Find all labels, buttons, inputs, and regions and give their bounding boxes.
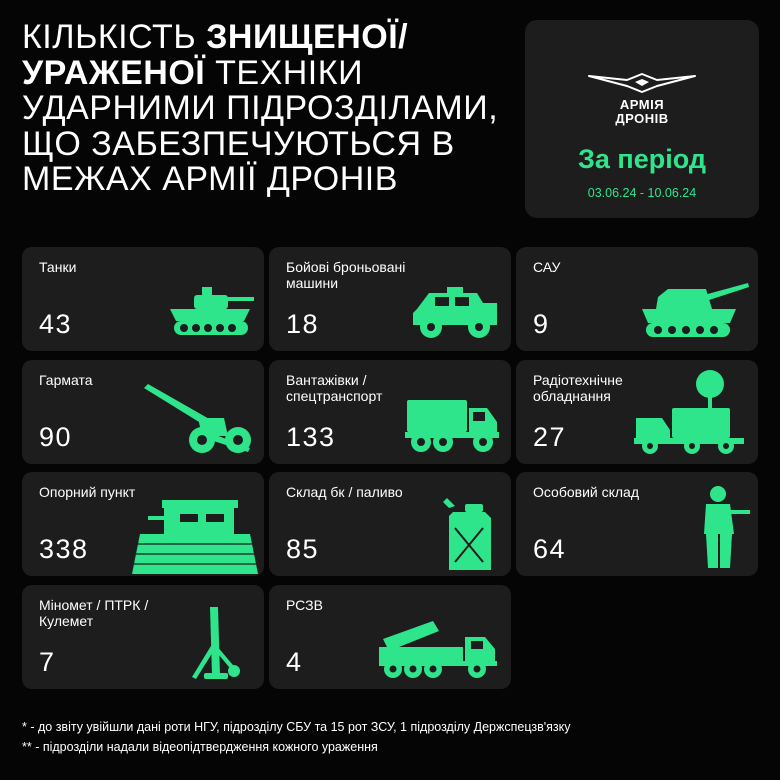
artillery-gun-icon <box>138 380 258 458</box>
stat-label: Гармата <box>39 372 93 388</box>
tank-icon <box>162 273 257 343</box>
stat-value: 338 <box>39 534 89 564</box>
stat-value: 64 <box>533 534 567 564</box>
stat-card-radio-equipment <box>516 360 758 464</box>
stat-value: 7 <box>39 647 56 677</box>
stat-label: РСЗВ <box>286 597 323 613</box>
brand-line: АРМІЯ <box>619 97 665 112</box>
page-title <box>22 20 512 198</box>
stat-label: Радіотехнічне обладнання <box>533 372 623 404</box>
title-part: ТЕХНІКИ УДАРНИМИ ПІДРОЗДІЛАМИ, ЩО ЗАБЕЗПЕЧУЮТЬСЯ В МЕЖАХ АРМІЇ ДРОНІВ <box>22 53 499 198</box>
title-part-bold: УРАЖЕНОЇ <box>22 53 206 92</box>
stat-label: Склад бк / паливо <box>286 484 403 500</box>
stat-label: Міномет / ПТРК /Кулемет <box>39 597 149 629</box>
stat-card-ammo-fuel-depots <box>269 472 511 576</box>
stat-label: САУ <box>533 259 561 275</box>
stat-card-mortars <box>22 585 264 689</box>
radar-icon <box>632 368 752 458</box>
footnote: ** - підрозділи надали відеопідтвердження кожного ураження <box>22 740 378 754</box>
bunker-icon <box>130 496 260 574</box>
stat-value: 4 <box>286 647 303 677</box>
footnote: * - до звіту увійшли дані роти НГУ, підрозділу СБУ та 15 рот ЗСУ, 1 підрозділу Держспецзв'язку <box>22 720 571 734</box>
stat-card-mlrs <box>269 585 511 689</box>
period-panel <box>525 20 759 218</box>
stat-label: Бойові броньовані машини <box>286 259 406 291</box>
stat-card-trucks <box>269 360 511 464</box>
stat-card-self-propelled-guns <box>516 247 758 351</box>
self-propelled-gun-icon <box>634 273 752 345</box>
stat-value: 43 <box>39 309 73 339</box>
brand-line: ДРОНІВ <box>615 111 669 126</box>
armored-vehicle-icon <box>407 279 505 345</box>
truck-icon <box>403 394 505 458</box>
drone-logo-icon <box>587 70 697 98</box>
stat-card-strongpoints <box>22 472 264 576</box>
stat-value: 85 <box>286 534 320 564</box>
title-part: КІЛЬКІСТЬ <box>22 18 207 56</box>
stat-label: Танки <box>39 259 77 275</box>
stat-value: 133 <box>286 422 336 452</box>
fuel-canister-icon <box>439 498 499 574</box>
title-part-bold: ЗНИЩЕНОЇ/ <box>206 18 409 56</box>
stat-value: 90 <box>39 422 73 452</box>
stat-label: Опорний пункт <box>39 484 136 500</box>
stat-value: 27 <box>533 422 567 452</box>
stat-card-tanks <box>22 247 264 351</box>
stat-label: Особовий склад <box>533 484 640 500</box>
period-title: За період <box>577 144 707 174</box>
stat-value: 9 <box>533 309 550 339</box>
stat-label: Вантажівки / спецтранспорт <box>286 372 383 404</box>
period-dates: 03.06.24 - 10.06.24 <box>587 186 697 200</box>
stat-value: 18 <box>286 309 320 339</box>
stat-card-armored-vehicles <box>269 247 511 351</box>
mortar-icon <box>180 605 252 685</box>
soldier-icon <box>692 484 752 574</box>
stat-card-artillery-guns <box>22 360 264 464</box>
stat-card-personnel <box>516 472 758 576</box>
brand-name <box>525 98 759 126</box>
rocket-launcher-icon <box>377 617 507 683</box>
